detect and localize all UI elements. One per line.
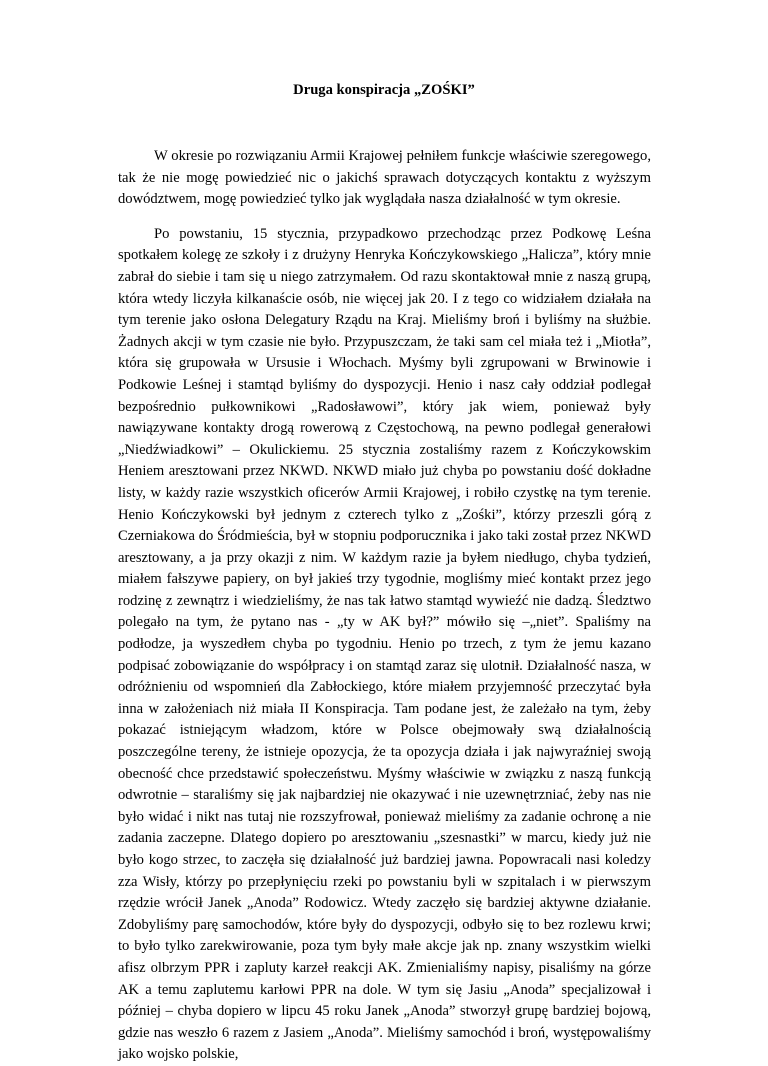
paragraph-1: W okresie po rozwiązaniu Armii Krajowej pełniłem funkcje właściwie szeregowego, tak że nie mogę powiedzieć nic o jakichś sprawach dotyczących kontaktu z wyższym dowództwem, mogę powiedzieć tylko jak wyglądała nasza działalność w tym okresie. [118, 148, 651, 208]
paragraph-2: Po powstaniu, 15 stycznia, przypadkowo przechodząc przez Podkowę Leśna spotkałem kolegę ze szkoły i z drużyny Henryka Kończykowskiego „Halicza”, który mnie zabrał do siebie i tam się u niego zatrzymałem. Od razu skontaktował mnie z naszą grupą, która wtedy liczyła kilkanaście osób, nie więcej jak 20. I z tego co widziałem działała na tym terenie jako osłona Delegatury Rządu na Kraj. Mieliśmy broń i byliśmy na służbie. Żadnych akcji w tym czasie nie było. Przypuszczam, że taki sam cel miała też i „Miotła”, która się grupowała w Ursusie i Włochach. Myśmy byli zgrupowani w Brwinowie i Podkowie Leśnej i stamtąd byliśmy do dyspozycji. Henio i nasz cały oddział podlegał bezpośrednio pułkownikowi „Radosławowi”, który jak wiem, ponieważ były nawiązywane kontakty drogą rowerową z Częstochową, na pewno podlegał generałowi „Niedźwiadkowi” – Okulickiemu. 25 stycznia zostaliśmy razem z Kończykowskim Heniem aresztowani przez NKWD. NKWD miało już chyba po powstaniu dość dokładne listy, w każdy razie wszystkich oficerów Armii Krajowej, i robiło czystkę na tym terenie. Henio Kończykowski był jednym z czterech tylko z „Zośki”, którzy przeszli górą z Czerniakowa do Śródmieścia, był w stopniu podporucznika i jako taki został przez NKWD aresztowany, a ja przy okazji z nim. W każdym razie ja byłem niedługo, chyba tydzień, miałem fałszywe papiery, on był jakieś trzy tygodnie, mogliśmy mieć kontakt przez jego rodzinę z zewnątrz i wiedzieliśmy, że nas tak łatwo stamtąd wywieźć nie dadzą. Śledztwo polegało na tym, że pytano nas - „ty w AK był?” mówiło się –„niet”. Spaliśmy na podłodze, ja wyszedłem chyba po tygodniu. Henio po trzech, z tym że jemu kazano podpisać zobowiązanie do współpracy i on stamtąd zaraz się ulotnił. Działalność nasza, w odróżnieniu od wspomnień dla Zabłockiego, które miałem przyjemność przeczytać była inna w założeniach niż miała II Konspiracja. Tam podane jest, że zależało na tym, żeby pokazać istniejącym władzom, które w Polsce obejmowały swą działalnością poszczególne tereny, że istnieje opozycja, że ta opozycja działa i jak najwyraźniej swoją obecność chce przedstawić społeczeństwu. Myśmy właściwie w związku z naszą funkcją odwrotnie – staraliśmy się jak najbardziej nie okazywać i nie uzewnętrzniać, żeby nas nie było widać i nikt nas tutaj nie rozszyfrował, ponieważ mieliśmy za zadanie ochronę a nie zadania zaczepne. Dlatego dopiero po aresztowaniu „szesnastki” w marcu, kiedy już nie było kogo strzec, to zaczęła się działalność już bardziej jawna. Popowracali nasi koledzy zza Wisły, którzy po przepłynięciu rzeki po powstaniu byli w szpitalach i w pierwszym rzędzie wrócił Janek „Anoda” Rodowicz. Wtedy zaczęło się bardziej aktywne działanie. Zdobyliśmy parę samochodów, które były do dyspozycji, odbyło się to bez rozlewu krwi; to było tylko zarekwirowanie, poza tym były małe akcje jak np. znany wszystkim wielki afisz olbrzym PPR i zapluty karzeł reakcji AK. Zmienialiśmy napisy, pisaliśmy na górze AK a temu zaplutemu karłowi PPR na dole. W tym się Jasiu „Anoda” specjalizował i później – chyba dopiero w lipcu 45 roku Janek „Anoda” stworzył grupę bardziej bojową, gdzie nas weszło 6 razem z Jasiem „Anoda”. Mieliśmy samochód i broń, występowaliśmy jako wojsko polskie, [118, 225, 651, 1063]
document-body [118, 146, 651, 1066]
document-title: Druga konspiracja „ZOŚKI” [293, 82, 475, 98]
